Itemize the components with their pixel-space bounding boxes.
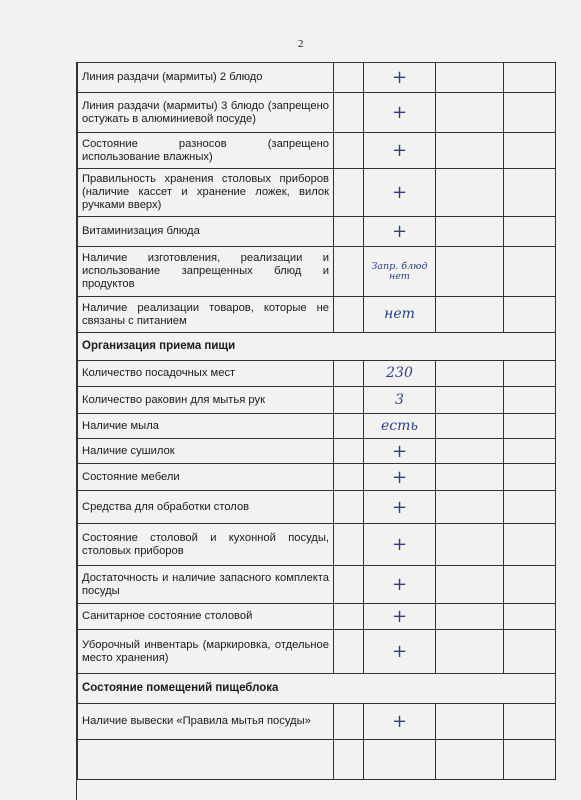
row-label: Санитарное состояние столовой [78, 604, 334, 630]
row-mark: + [364, 566, 436, 604]
table-row [78, 491, 556, 524]
row-label: Правильность хранения столовых приборов (наличие кассет и хранение ложек, вилок ручками вверх) [78, 169, 334, 217]
table-row [78, 297, 556, 333]
table-row [78, 414, 556, 439]
table-row [78, 387, 556, 414]
table-row [78, 464, 556, 491]
row-mark: + [364, 630, 436, 674]
table-row [78, 93, 556, 133]
table-row [78, 217, 556, 247]
row-mark: 3 [364, 387, 436, 414]
row-label: Достаточность и наличие запасного комплекта посуды [78, 566, 334, 604]
row-label: Наличие вывески «Правила мытья посуды» [78, 704, 334, 740]
row-mark: 230 [364, 361, 436, 387]
section-header [78, 333, 556, 361]
row-label: Наличие мыла [78, 414, 334, 439]
section-header [78, 674, 556, 704]
row-label: Состояние мебели [78, 464, 334, 491]
inspection-table [76, 62, 555, 800]
row-mark: + [364, 169, 436, 217]
table-row [78, 566, 556, 604]
section-title: Состояние помещений пищеблока [78, 674, 556, 704]
row-mark: + [364, 491, 436, 524]
row-mark: + [364, 133, 436, 169]
section-title: Организация приема пищи [78, 333, 556, 361]
row-mark: + [364, 439, 436, 464]
table-row [78, 361, 556, 387]
row-label: Количество посадочных мест [78, 361, 334, 387]
row-label: Состояние разносов (запрещено использование влажных) [78, 133, 334, 169]
row-mark: + [364, 704, 436, 740]
row-label: Наличие изготовления, реализации и использование запрещенных блюд и продуктов [78, 247, 334, 297]
row-label: Наличие сушилок [78, 439, 334, 464]
row-mark: + [364, 93, 436, 133]
row-mark: Запр. блюд нет [364, 247, 436, 297]
row-mark: + [364, 464, 436, 491]
table-row [78, 524, 556, 566]
table-row [78, 604, 556, 630]
table-row [78, 133, 556, 169]
row-label: Уборочный инвентарь (маркировка, отдельное место хранения) [78, 630, 334, 674]
row-mark: + [364, 524, 436, 566]
row-label: Средства для обработки столов [78, 491, 334, 524]
row-mark: + [364, 63, 436, 93]
page-number: 2 [298, 38, 304, 50]
row-mark: есть [364, 414, 436, 439]
table-row [78, 740, 556, 780]
table-row [78, 63, 556, 93]
row-mark: + [364, 217, 436, 247]
row-label: Линия раздачи (мармиты) 2 блюдо [78, 63, 334, 93]
table-row [78, 247, 556, 297]
row-label: Наличие реализации товаров, которые не связаны с питанием [78, 297, 334, 333]
table-row [78, 630, 556, 674]
row-mark: + [364, 604, 436, 630]
row-label: Состояние столовой и кухонной посуды, столовых приборов [78, 524, 334, 566]
row-label: Витаминизация блюда [78, 217, 334, 247]
table-row [78, 704, 556, 740]
row-mark: нет [364, 297, 436, 333]
table-row [78, 169, 556, 217]
table-row [78, 439, 556, 464]
row-label: Линия раздачи (мармиты) 3 блюдо (запрещено остужать в алюминиевой посуде) [78, 93, 334, 133]
row-label: Количество раковин для мытья рук [78, 387, 334, 414]
